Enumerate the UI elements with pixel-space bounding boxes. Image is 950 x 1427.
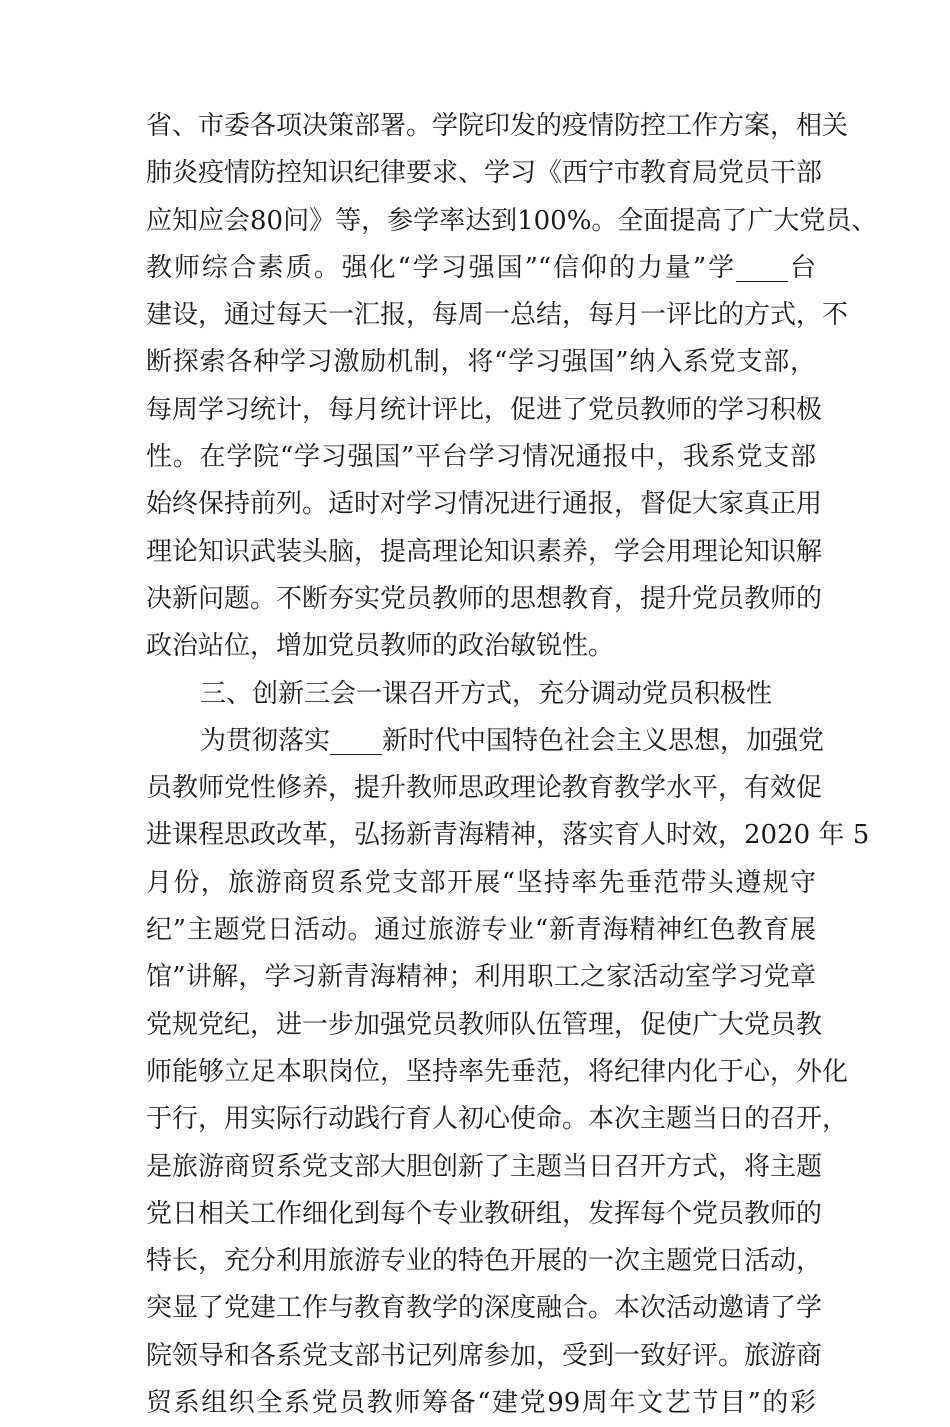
text-line: 进课程思政改革，弘扬新青海精神，落实育人时效，2020 年 5 bbox=[146, 820, 870, 851]
text-line: 师能够立足本职岗位，坚持率先垂范，将纪律内化于心，外化 bbox=[146, 1056, 849, 1087]
text-line: 每周学习统计，每月统计评比，促进了党员教师的学习积极 bbox=[146, 394, 823, 425]
text-line: 始终保持前列。适时对学习情况进行通报，督促大家真正用 bbox=[146, 489, 823, 520]
text-line: 理论知识武装头脑，提高理论知识素养，学会用理论知识解 bbox=[146, 536, 823, 567]
section-heading: 三、创新三会一课召开方式，充分调动党员积极性 bbox=[200, 678, 773, 709]
text-line: 政治站位，增加党员教师的政治敏锐性。 bbox=[146, 631, 615, 662]
text-line: 特长，充分利用旅游专业的特色开展的一次主题党日活动， bbox=[146, 1246, 823, 1277]
text-line: 建设，通过每天一汇报，每周一总结，每月一评比的方式，不 bbox=[146, 300, 849, 331]
text-line: 性。在学院“学习强国”平台学习情况通报中，我系党支部 bbox=[146, 442, 816, 473]
text-line: 决新问题。不断夯实党员教师的思想教育，提升党员教师的 bbox=[146, 583, 823, 614]
text-line: 馆”讲解，学习新青海精神；利用职工之家活动室学习党章 bbox=[146, 962, 816, 993]
text-line: 纪”主题党日活动。通过旅游专业“新青海精神红色教育展 bbox=[146, 915, 816, 946]
text-line: 党日相关工作细化到每个专业教研组，发挥每个党员教师的 bbox=[146, 1198, 823, 1229]
text-line: 贸系组织全系党员教师筹备“建党99周年文艺节目”的彩 bbox=[146, 1388, 816, 1419]
text-line: 为贯彻落实____新时代中国特色社会主义思想，加强党 bbox=[200, 725, 825, 756]
text-line: 院领导和各系党支部书记列席参加，受到一致好评。旅游商 bbox=[146, 1340, 823, 1371]
text-line: 应知应会80问》等，参学率达到100%。全面提高了广大党员、 bbox=[146, 205, 878, 236]
text-line: 教师综合素质。强化“学习强国”“信仰的力量”学____台 bbox=[146, 252, 816, 283]
text-line: 是旅游商贸系党支部大胆创新了主题当日召开方式，将主题 bbox=[146, 1151, 823, 1182]
text-line: 断探索各种学习激励机制，将“学习强国”纳入系党支部， bbox=[146, 347, 816, 378]
text-line: 省、市委各项决策部署。学院印发的疫情防控工作方案，相关 bbox=[146, 111, 849, 141]
text-line: 党规党纪，进一步加强党员教师队伍管理，促使广大党员教 bbox=[146, 1009, 823, 1040]
body-text bbox=[146, 103, 878, 1427]
text-line: 突显了党建工作与教育教学的深度融合。本次活动邀请了学 bbox=[146, 1293, 823, 1324]
text-line: 员教师党性修养，提升教师思政理论教育教学水平，有效促 bbox=[146, 773, 823, 804]
text-line: 月份，旅游商贸系党支部开展“坚持率先垂范带头遵规守 bbox=[146, 867, 816, 898]
text-line: 于行，用实际行动践行育人初心使命。本次主题当日的召开， bbox=[146, 1104, 849, 1135]
text-line: 肺炎疫情防控知识纪律要求、学习《西宁市教育局党员干部 bbox=[146, 158, 823, 189]
